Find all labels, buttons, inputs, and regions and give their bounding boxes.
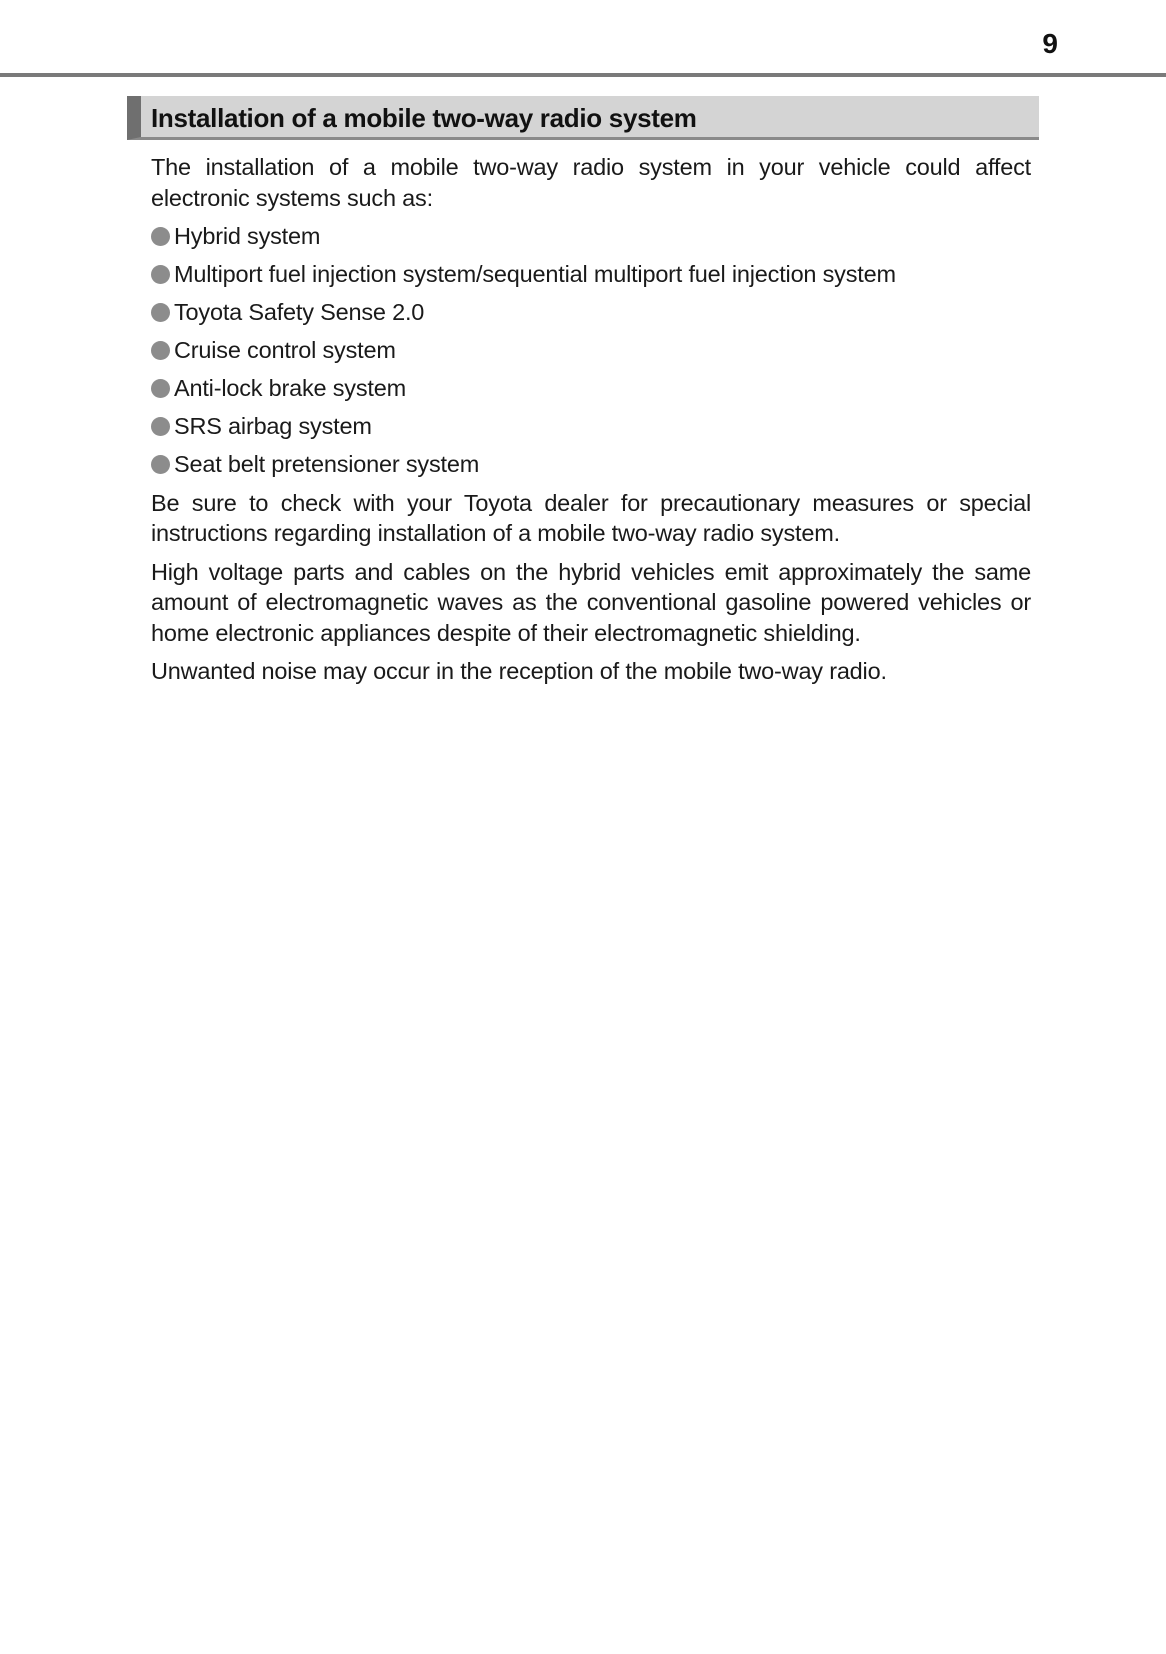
list-item-text: Anti-lock brake system [174, 375, 406, 401]
intro-paragraph: The installation of a mobile two-way radio system in your vehicle could affect electronic systems such as: [151, 154, 1031, 211]
list-item [151, 449, 1031, 480]
list-item-text: Multiport fuel injection system/sequential multiport fuel injection system [174, 261, 896, 287]
bullet-icon [151, 227, 170, 246]
bullet-icon [151, 455, 170, 474]
high-voltage-paragraph: High voltage parts and cables on the hybrid vehicles emit approximately the same amount of electromagnetic waves as the conventional gasoline powered vehicles or home electronic appliances despite of their electromagnetic shielding. [151, 558, 1031, 646]
list-item-text: Toyota Safety Sense 2.0 [174, 299, 425, 325]
section-heading-bar [127, 96, 1039, 140]
list-item [151, 373, 1031, 404]
bullet-icon [151, 265, 170, 284]
noise-paragraph: Unwanted noise may occur in the reception of the mobile two-way radio. [151, 658, 887, 684]
header-rule [0, 73, 1166, 77]
list-item-text: Cruise control system [174, 337, 396, 363]
list-item-text: SRS airbag system [174, 413, 372, 439]
page-number: 9 [1042, 28, 1058, 59]
section-body [151, 152, 1031, 695]
section-heading: Installation of a mobile two-way radio system [151, 103, 697, 133]
bullet-icon [151, 417, 170, 436]
list-item [151, 297, 1031, 328]
list-item-text: Hybrid system [174, 223, 321, 249]
dealer-paragraph: Be sure to check with your Toyota dealer for precautionary measures or special instructions regarding installation of a mobile two-way radio system. [151, 489, 1031, 546]
list-item [151, 259, 1031, 290]
list-item [151, 221, 1031, 252]
bullet-icon [151, 303, 170, 322]
bullet-icon [151, 341, 170, 360]
list-item-text: Seat belt pretensioner system [174, 451, 480, 477]
list-item [151, 335, 1031, 366]
bullet-icon [151, 379, 170, 398]
affected-systems-list [151, 221, 1031, 480]
list-item [151, 411, 1031, 442]
